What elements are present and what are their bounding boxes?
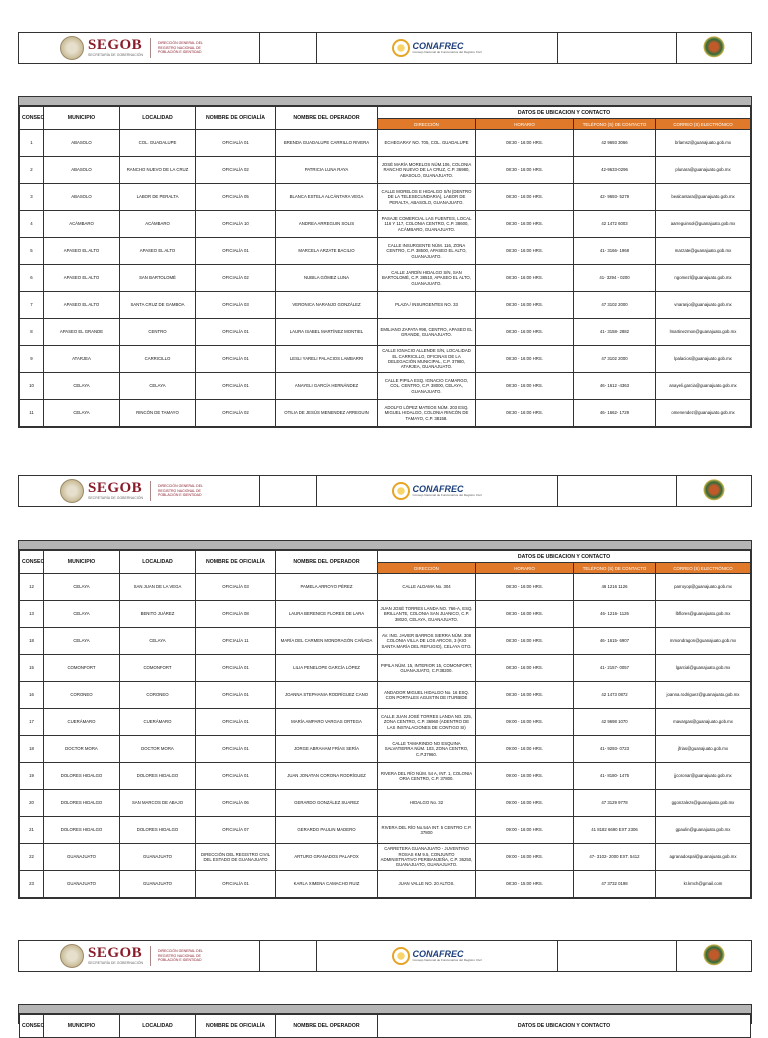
cell-horario: 08:30 - 16:00 HRS. bbox=[476, 574, 574, 601]
cell-oficialia: OFICIALÍA 01 bbox=[196, 709, 276, 736]
cell-direccion: JOSÉ MARÍA MORELOS NÚM.106, COLONIA RANCHO NUEVO DE LA CRUZ, C.P. 36980, ABASOLO, GUANAJUATO. bbox=[378, 157, 476, 184]
conafrec-wordmark: CONAFREC bbox=[412, 41, 464, 51]
cell-telefono: 46- 1216- 1126 bbox=[574, 601, 656, 628]
segob-logo bbox=[60, 944, 218, 968]
cell-telefono: 42- 9693- 5279 bbox=[574, 184, 656, 211]
table-row bbox=[20, 790, 751, 817]
segob-subtitle: SECRETARÍA DE GOBERNACIÓN bbox=[88, 53, 143, 58]
cell-localidad: CELAYA bbox=[120, 628, 196, 655]
cell-direccion: JUAN VALLE NO. 20 ALTOS. bbox=[378, 871, 476, 898]
cell-consec: 20 bbox=[20, 790, 44, 817]
table-row bbox=[20, 265, 751, 292]
cell-correo[interactable]: joanna.rodriguez@guanajuato.gob.mx bbox=[656, 682, 751, 709]
table-row bbox=[20, 130, 751, 157]
col-municipio: MUNICIPIO bbox=[44, 1015, 120, 1038]
cell-horario: 09:00 - 16:00 HRS. bbox=[476, 844, 574, 871]
col-oficialia: NOMBRE DE OFICIALÍA bbox=[196, 1015, 276, 1038]
cell-operador: LAURA ISABEL MARTÍNEZ MONTIEL bbox=[276, 319, 378, 346]
cell-correo[interactable]: plunara@guanajuato.gob.mx bbox=[656, 157, 751, 184]
cell-direccion: PLAZA / INSURGENTES NO. 33 bbox=[378, 292, 476, 319]
cell-oficialia: OFICIALÍA 02 bbox=[196, 265, 276, 292]
col-horario: HORARIO bbox=[476, 119, 574, 130]
table-row bbox=[20, 628, 751, 655]
cell-direccion: AV. ING. JAVIER BARROS SIERRA NÚM. 308 COLONIA VILLA DE LOS ARCOS, 3 (KIO SANTA MARÍA DEL REFUGIO), CELAYA GTO. bbox=[378, 628, 476, 655]
col-group-contact: DATOS DE UBICACION Y CONTACTO bbox=[378, 1015, 751, 1038]
cell-direccion: EMILIANO ZAPATA #98, CENTRO, APASEO EL GRANDE, GUANAJUATO. bbox=[378, 319, 476, 346]
cell-telefono: 47- 3102- 2000 EXT. 5412 bbox=[574, 844, 656, 871]
cell-horario: 09:00 - 16:00 HRS. bbox=[476, 736, 574, 763]
cell-municipio: ABASOLO bbox=[44, 184, 120, 211]
cell-correo[interactable]: kr.kmch@gmail.com bbox=[656, 871, 751, 898]
cell-oficialia: OFICIALÍA 01 bbox=[196, 319, 276, 346]
cell-oficialia: OFICIALÍA 01 bbox=[196, 871, 276, 898]
col-oficialia: NOMBRE DE OFICIALÍA bbox=[196, 551, 276, 574]
cell-operador: GERARDO GONZÁLEZ SUAREZ bbox=[276, 790, 378, 817]
cell-municipio: CELAYA bbox=[44, 601, 120, 628]
cell-municipio: APASEO EL GRANDE bbox=[44, 319, 120, 346]
col-operador: NOMBRE DEL OPERADOR bbox=[276, 551, 378, 574]
conafrec-emblem-icon bbox=[392, 482, 410, 500]
cell-operador: JUAN JONATAN CORONA RODRÍGUEZ bbox=[276, 763, 378, 790]
cell-direccion: PASAJE COMERCIAL LAS FUENTES, LOCAL 116 Y 117, COLONIA CENTRO, C.P. 38600, ACÁMBARO, GUANAJUATO. bbox=[378, 211, 476, 238]
cell-horario: 09:00 - 16:00 HRS. bbox=[476, 790, 574, 817]
cell-localidad: DOCTOR MORA bbox=[120, 736, 196, 763]
registry-table-page-1 bbox=[18, 96, 752, 428]
cell-correo[interactable]: ngomezl@guanajuato.gob.mx bbox=[656, 265, 751, 292]
cell-oficialia: OFICIALÍA 01 bbox=[196, 373, 276, 400]
cell-horario: 08:30 - 16:00 HRS. bbox=[476, 682, 574, 709]
cell-localidad: COL. GUADALUPE bbox=[120, 130, 196, 157]
cell-telefono: 46- 1615- 6907 bbox=[574, 628, 656, 655]
cell-localidad: BENITO JUÁREZ bbox=[120, 601, 196, 628]
cell-horario: 08:30 - 16:00 HRS. bbox=[476, 292, 574, 319]
cell-correo[interactable]: mmondragon@guanajuato.gob.mx bbox=[656, 628, 751, 655]
cell-correo[interactable]: parroyop@guanajuato.gob.mx bbox=[656, 574, 751, 601]
cell-localidad: CELAYA bbox=[120, 373, 196, 400]
header-banner bbox=[18, 940, 752, 972]
cell-municipio: CORONEO bbox=[44, 682, 120, 709]
cell-telefono: 41- 8180- 1475 bbox=[574, 763, 656, 790]
cell-operador: GERARDO PAULIN MADERO bbox=[276, 817, 378, 844]
cell-localidad: DOLORES HIDALGO bbox=[120, 817, 196, 844]
table-row bbox=[20, 373, 751, 400]
cell-horario: 08:30 - 16:00 HRS. bbox=[476, 211, 574, 238]
cell-consec: 2 bbox=[20, 157, 44, 184]
cell-telefono: 41 8182 6690 EXT 2306 bbox=[574, 817, 656, 844]
table-row bbox=[20, 574, 751, 601]
cell-consec: 7 bbox=[20, 292, 44, 319]
cell-municipio: CELAYA bbox=[44, 574, 120, 601]
cell-correo[interactable]: agranadospal@guanajuato.gob.mx bbox=[656, 844, 751, 871]
cell-municipio: ABASOLO bbox=[44, 130, 120, 157]
cell-localidad: CORONEO bbox=[120, 682, 196, 709]
cell-correo[interactable]: omenendez@guanajuato.gob.mx bbox=[656, 400, 751, 427]
cell-direccion: CALLE JUAN JOSÉ TORRES LANDA NO. 225, ZONA CENTRO, C.P. 36960 (ADENTRO DE LAS INSTALACIONES DE CONTIGO SI) bbox=[378, 709, 476, 736]
table-row bbox=[20, 682, 751, 709]
table-row bbox=[20, 319, 751, 346]
conafrec-subtitle: Consejo Nacional de Funcionarios del Registro Civil bbox=[412, 493, 482, 497]
cell-direccion: RIVERA DEL RÍO No.54A INT. 5 CENTRO C.P. 37800 bbox=[378, 817, 476, 844]
table-row bbox=[20, 844, 751, 871]
col-group-contact: DATOS DE UBICACION Y CONTACTO bbox=[378, 107, 751, 119]
cell-municipio: CELAYA bbox=[44, 400, 120, 427]
cell-consec: 18 bbox=[20, 736, 44, 763]
cell-direccion: CALLE MORELOS E HIDALGO S/N (DENTRO DE LA TELESECUNDARIA), LABOR DE PERALTA, ABASOLO, GUANAJUATO. bbox=[378, 184, 476, 211]
cell-operador: LESLI YARELI PALACIOS LAMBARRI bbox=[276, 346, 378, 373]
cell-localidad: GUANAJUATO bbox=[120, 871, 196, 898]
cell-municipio: CUERÁMARO bbox=[44, 709, 120, 736]
cell-consec: 10 bbox=[20, 373, 44, 400]
segob-description: DIRECCIÓN GENERAL DEL REGISTRO NACIONAL DE POBLACIÓN E IDENTIDAD bbox=[157, 484, 203, 498]
cell-correo[interactable]: brlamsz@guanajuato.gob.mx bbox=[656, 130, 751, 157]
cell-consec: 4 bbox=[20, 211, 44, 238]
cell-consec: 9 bbox=[20, 346, 44, 373]
cell-direccion: CALLE ALDAMA No. 304 bbox=[378, 574, 476, 601]
cell-operador: MARÍA AMPARO VARGAS ORTEGA bbox=[276, 709, 378, 736]
cell-consec: 22 bbox=[20, 844, 44, 871]
cell-telefono: 47 3732 0198 bbox=[574, 871, 656, 898]
cell-direccion: JUAN JOSÉ TORRES LANDA NO. 766-A, ESQ. BRILLANTE, COLONIA SAN JUANICO, C.P. 38020, CELAYA, GUANAJUATO. bbox=[378, 601, 476, 628]
cell-oficialia: OFICIALÍA 01 bbox=[196, 682, 276, 709]
cell-direccion: RIVERA DEL RÍO NÚM. 54 A, INT. 1, COLONIA ORIA CENTRO, C.P. 37800. bbox=[378, 763, 476, 790]
cell-consec: 8 bbox=[20, 319, 44, 346]
cell-municipio: APASEO EL ALTO bbox=[44, 292, 120, 319]
cell-oficialia: OFICIALÍA 10 bbox=[196, 211, 276, 238]
cell-correo[interactable]: vnaranjo@guanajuato.gob.mx bbox=[656, 292, 751, 319]
cell-correo[interactable]: marzate@guanajuato.gob.mx bbox=[656, 238, 751, 265]
cell-oficialia: OFICIALÍA 11 bbox=[196, 628, 276, 655]
cell-correo[interactable]: jfrias@guanajuato.gob.mx bbox=[656, 736, 751, 763]
table-row bbox=[20, 211, 751, 238]
cell-horario: 08:30 - 16:00 HRS. bbox=[476, 265, 574, 292]
cell-operador: BRENDA GUADALUPE CARRILLO RIVERA bbox=[276, 130, 378, 157]
conafrec-subtitle: Consejo Nacional de Funcionarios del Registro Civil bbox=[412, 958, 482, 962]
cell-consec: 18 bbox=[20, 628, 44, 655]
col-direccion: DIRECCIÓN bbox=[378, 563, 476, 574]
col-localidad: LOCALIDAD bbox=[120, 107, 196, 130]
cell-consec: 17 bbox=[20, 709, 44, 736]
segob-wordmark: SEGOB bbox=[88, 480, 143, 497]
cell-telefono: 46- 1612 -4363 bbox=[574, 373, 656, 400]
segob-wordmark: SEGOB bbox=[88, 945, 143, 962]
table-row bbox=[20, 817, 751, 844]
cell-horario: 08:30 - 16:00 HRS. bbox=[476, 157, 574, 184]
table-row bbox=[20, 763, 751, 790]
cell-localidad: COMONFORT bbox=[120, 655, 196, 682]
cell-telefono: 46- 1662- 1729 bbox=[574, 400, 656, 427]
cell-telefono: 42 9693 3066 bbox=[574, 130, 656, 157]
cell-operador: OTILIA DE JESÚS MENENDEZ ARREGUIN bbox=[276, 400, 378, 427]
cell-consec: 6 bbox=[20, 265, 44, 292]
cell-operador: NUBILA GÓMEZ LUNA bbox=[276, 265, 378, 292]
cell-consec: 21 bbox=[20, 817, 44, 844]
cell-direccion: CARRETERA GUANAJUATO - JUVENTINO ROSAS KM 9.5, CONJUNTO ADMINISTRATIVO PERIBANJEÑA, C.P. 36250, GUANAJUATO, GUANAJUATO. bbox=[378, 844, 476, 871]
cell-operador: MARCELA ARZATE BACILIO bbox=[276, 238, 378, 265]
col-municipio: MUNICIPIO bbox=[44, 551, 120, 574]
cell-municipio: DOLORES HIDALGO bbox=[44, 817, 120, 844]
cell-consec: 13 bbox=[20, 601, 44, 628]
col-telefono: TELÉFONO (S) DE CONTACTO bbox=[574, 119, 656, 130]
cell-oficialia: OFICIALÍA 02 bbox=[196, 157, 276, 184]
cell-horario: 08:30 - 16:00 HRS. bbox=[476, 319, 574, 346]
cell-horario: 08:30 - 16:00 HRS. bbox=[476, 238, 574, 265]
conafrec-logo bbox=[392, 947, 481, 965]
cell-localidad: ACÁMBARO bbox=[120, 211, 196, 238]
conafrec-subtitle: Consejo Nacional de Funcionarios del Registro Civil bbox=[412, 50, 482, 54]
cell-oficialia: OFICIALÍA 03 bbox=[196, 292, 276, 319]
cell-consec: 5 bbox=[20, 238, 44, 265]
cell-telefono: 42 1472 6003 bbox=[574, 211, 656, 238]
cell-direccion: CALLE JARDÍN HIDALGO S/N, SAN BARTOLOMÉ, C.P. 38510, APASEO EL ALTO, GUANAJUATO. bbox=[378, 265, 476, 292]
cell-localidad: CENTRO bbox=[120, 319, 196, 346]
cell-localidad: LABOR DE PERALTA bbox=[120, 184, 196, 211]
cell-telefono: 47 3102 2000 bbox=[574, 292, 656, 319]
col-operador: NOMBRE DEL OPERADOR bbox=[276, 1015, 378, 1038]
col-telefono: TELÉFONO (S) DE CONTACTO bbox=[574, 563, 656, 574]
col-localidad: LOCALIDAD bbox=[120, 551, 196, 574]
cell-oficialia: OFICIALÍA 02 bbox=[196, 400, 276, 427]
col-consec: CONSEC bbox=[20, 1015, 44, 1038]
col-operador: NOMBRE DEL OPERADOR bbox=[276, 107, 378, 130]
mexico-seal-icon bbox=[60, 36, 84, 60]
mexico-seal-icon bbox=[60, 479, 84, 503]
col-group-contact: DATOS DE UBICACION Y CONTACTO bbox=[378, 551, 751, 563]
cell-oficialia: OFICIALÍA 01 bbox=[196, 655, 276, 682]
table-row bbox=[20, 346, 751, 373]
cell-municipio: APASEO EL ALTO bbox=[44, 238, 120, 265]
cell-correo[interactable]: lbflores@guanajuato.gob.mx bbox=[656, 601, 751, 628]
guanajuato-crest-icon bbox=[703, 479, 725, 503]
cell-localidad: SAN JUAN DE LA VEGA bbox=[120, 574, 196, 601]
cell-consec: 23 bbox=[20, 871, 44, 898]
cell-operador: ARTURO GRANADOS PALAFOX bbox=[276, 844, 378, 871]
cell-operador: JOANNA STEPHANIA RODRÍGUEZ CANO bbox=[276, 682, 378, 709]
cell-operador: KARLA XIMENA CAMACHO RUIZ bbox=[276, 871, 378, 898]
cell-horario: 08:30 - 16:00 HRS. bbox=[476, 601, 574, 628]
cell-horario: 08:30 - 16:00 HRS. bbox=[476, 400, 574, 427]
cell-municipio: DOLORES HIDALGO bbox=[44, 790, 120, 817]
cell-oficialia: OFICIALÍA 01 bbox=[196, 736, 276, 763]
cell-telefono: 41- 9293- 0723 bbox=[574, 736, 656, 763]
cell-municipio: ATARJEA bbox=[44, 346, 120, 373]
cell-direccion: CALLE TAMARINDO NO ESQUINA SALVATIERRA NÚM. 103, ZONA CENTRO, C.P.37960. bbox=[378, 736, 476, 763]
cell-consec: 1 bbox=[20, 130, 44, 157]
segob-subtitle: SECRETARÍA DE GOBERNACIÓN bbox=[88, 961, 143, 966]
cell-telefono: 41- 2157- 0057 bbox=[574, 655, 656, 682]
cell-operador: LAURA BERENICE FLORES DE LARA bbox=[276, 601, 378, 628]
cell-municipio: GUANAJUATO bbox=[44, 844, 120, 871]
table-row bbox=[20, 184, 751, 211]
table-row bbox=[20, 400, 751, 427]
col-oficialia: NOMBRE DE OFICIALÍA bbox=[196, 107, 276, 130]
cell-municipio: CELAYA bbox=[44, 628, 120, 655]
cell-operador: JORGE ABRAHAM FRÍAS SERÍA bbox=[276, 736, 378, 763]
cell-horario: 09:00 - 16:00 HRS. bbox=[476, 709, 574, 736]
cell-telefono: 41- 3294 - 0200 bbox=[574, 265, 656, 292]
cell-localidad: DOLORES HIDALGO bbox=[120, 763, 196, 790]
guanajuato-crest-icon bbox=[703, 944, 725, 968]
cell-operador: MARÍA DEL CARMEN MONDRAGÓN CAÑADA bbox=[276, 628, 378, 655]
cell-telefono: 47 3129 9778 bbox=[574, 790, 656, 817]
cell-correo[interactable]: lgarcial@guanajuato.gob.mx bbox=[656, 655, 751, 682]
cell-localidad: GUANAJUATO bbox=[120, 844, 196, 871]
segob-wordmark: SEGOB bbox=[88, 37, 143, 54]
cell-localidad: CUERÁMARO bbox=[120, 709, 196, 736]
cell-oficialia: OFICIALÍA 05 bbox=[196, 184, 276, 211]
segob-logo bbox=[60, 479, 218, 503]
table-row bbox=[20, 709, 751, 736]
cell-oficialia: OFICIALÍA 01 bbox=[196, 346, 276, 373]
cell-municipio: COMONFORT bbox=[44, 655, 120, 682]
conafrec-logo bbox=[392, 39, 481, 57]
cell-horario: 08:30 - 16:00 HRS. bbox=[476, 628, 574, 655]
segob-description: DIRECCIÓN GENERAL DEL REGISTRO NACIONAL DE POBLACIÓN E IDENTIDAD bbox=[157, 41, 203, 55]
cell-oficialia: OFICIALÍA 01 bbox=[196, 130, 276, 157]
cell-consec: 19 bbox=[20, 763, 44, 790]
cell-telefono: 42-9633-0296 bbox=[574, 157, 656, 184]
cell-oficialia: OFICIALÍA 01 bbox=[196, 238, 276, 265]
cell-direccion: ANDADOR MIGUEL HIDALGO No. 16 ESQ. CON PORTALES AGUSTIN DE ITURBIDE bbox=[378, 682, 476, 709]
cell-localidad: SAN BARTOLOMÉ bbox=[120, 265, 196, 292]
col-direccion: DIRECCIÓN bbox=[378, 119, 476, 130]
cell-consec: 12 bbox=[20, 574, 44, 601]
col-consec: CONSEC bbox=[20, 107, 44, 130]
table-row bbox=[20, 238, 751, 265]
cell-direccion: ECHEGARAY NO. 705, COL. GUADALUPE bbox=[378, 130, 476, 157]
cell-operador: ANDREA ARREGUIN SOLIS bbox=[276, 211, 378, 238]
cell-municipio: CELAYA bbox=[44, 373, 120, 400]
col-localidad: LOCALIDAD bbox=[120, 1015, 196, 1038]
cell-operador: VERONICA NARANJO GONZÁLEZ bbox=[276, 292, 378, 319]
cell-localidad: SANTA CRUZ DE GAMBOA bbox=[120, 292, 196, 319]
cell-horario: 08:30 - 16:00 HRS. bbox=[476, 655, 574, 682]
segob-logo bbox=[60, 36, 218, 60]
cell-operador: LILIA PENELOPE GARCÍA LÓPEZ bbox=[276, 655, 378, 682]
cell-operador: PATRICIA LUNA RAYA bbox=[276, 157, 378, 184]
col-horario: HORARIO bbox=[476, 563, 574, 574]
mexico-seal-icon bbox=[60, 944, 84, 968]
cell-direccion: HIDALGO No. 32 bbox=[378, 790, 476, 817]
table-row bbox=[20, 655, 751, 682]
table-row bbox=[20, 601, 751, 628]
cell-oficialia: DIRECCIÓN DEL REGISTRO CIVIL DEL ESTADO DE GUANAJUATO bbox=[196, 844, 276, 871]
conafrec-emblem-icon bbox=[392, 39, 410, 57]
cell-consec: 16 bbox=[20, 682, 44, 709]
cell-oficialia: OFICIALÍA 01 bbox=[196, 763, 276, 790]
cell-oficialia: OFICIALÍA 08 bbox=[196, 601, 276, 628]
table-row bbox=[20, 871, 751, 898]
cell-horario: 08:30 - 16:00 HRS. bbox=[476, 346, 574, 373]
cell-municipio: GUANAJUATO bbox=[44, 871, 120, 898]
cell-telefono: 41- 3166- 1968 bbox=[574, 238, 656, 265]
cell-horario: 08:30 - 16:00 HRS. bbox=[476, 130, 574, 157]
cell-municipio: APASEO EL ALTO bbox=[44, 265, 120, 292]
cell-direccion: CALLE IGNACIO ALLENDE S/N, LOCALIDAD EL CARRICILLO, OFICINAS DE LA DELEGACIÓN MUNICIPAL, C.P. 37980, ATARJEA, GUANAJUATO. bbox=[378, 346, 476, 373]
cell-telefono: 42 9698 1070 bbox=[574, 709, 656, 736]
table-row bbox=[20, 736, 751, 763]
cell-telefono: 42 1473 0872 bbox=[574, 682, 656, 709]
table-row bbox=[20, 292, 751, 319]
cell-direccion: ADOLFO LÓPEZ MATEOS NÚM. 203 ESQ. MIGUEL HIDALGO, COLONIA RINCÓN DE TAMAYO, C.P. 38158. bbox=[378, 400, 476, 427]
cell-horario: 08:30 - 16:00 HRS. bbox=[476, 184, 574, 211]
cell-operador: ANAYELI GARCÍA HERNÁNDEZ bbox=[276, 373, 378, 400]
cell-direccion: CALLE INSURGENTE NÚM. 116, ZONA CENTRO, C.P. 38500, APASEO EL ALTO, GUANAJUATO. bbox=[378, 238, 476, 265]
cell-horario: 08:30 - 15:00 HRS. bbox=[476, 871, 574, 898]
cell-correo[interactable]: lmartinezmon@guanajuato.gob.mx bbox=[656, 319, 751, 346]
cell-municipio: DOCTOR MORA bbox=[44, 736, 120, 763]
registry-table-page-2 bbox=[18, 540, 752, 899]
cell-correo[interactable]: gpaulin@guanajuato.gob.mx bbox=[656, 817, 751, 844]
col-correo: CORREO (S) ELECTRÓNICO bbox=[656, 563, 751, 574]
cell-consec: 11 bbox=[20, 400, 44, 427]
cell-localidad: APASEO EL ALTO bbox=[120, 238, 196, 265]
conafrec-logo bbox=[392, 482, 481, 500]
cell-correo[interactable]: lpalacios@guanajuato.gob.mx bbox=[656, 346, 751, 373]
cell-localidad: RANCHO NUEVO DE LA CRUZ bbox=[120, 157, 196, 184]
cell-localidad: SAN MARCOS DE ABAJO bbox=[120, 790, 196, 817]
cell-oficialia: OFICIALÍA 03 bbox=[196, 574, 276, 601]
col-correo: CORREO (S) ELECTRÓNICO bbox=[656, 119, 751, 130]
col-consec: CONSEC bbox=[20, 551, 44, 574]
cell-direccion: CALLE PIPILA ESQ. IGNACIO CAMARGO, COL. CENTRO, C.P. 38000, CELAYA, GUANAJUATO. bbox=[378, 373, 476, 400]
cell-municipio: ABASOLO bbox=[44, 157, 120, 184]
cell-oficialia: OFICIALÍA 06 bbox=[196, 790, 276, 817]
cell-correo[interactable]: mavargas@guanajuato.gob.mx bbox=[656, 709, 751, 736]
cell-horario: 09:00 - 16:00 HRS. bbox=[476, 763, 574, 790]
cell-operador: PAMELA ARROYO PÉREZ bbox=[276, 574, 378, 601]
cell-correo[interactable]: jjcoronar@guanajuato.gob.mx bbox=[656, 763, 751, 790]
col-municipio: MUNICIPIO bbox=[44, 107, 120, 130]
cell-horario: 09:00 - 16:00 HRS. bbox=[476, 817, 574, 844]
table-row bbox=[20, 157, 751, 184]
cell-direccion: PIPILA NÚM. 15, INTERIOR 15, COMONFORT, GUANAJUATO, C.P.38200. bbox=[378, 655, 476, 682]
cell-correo[interactable]: bealcantara@guanajuato.gob.mx bbox=[656, 184, 751, 211]
header-banner bbox=[18, 475, 752, 507]
guanajuato-crest-icon bbox=[703, 36, 725, 60]
cell-correo[interactable]: ggonzalezs@guanajuato.gob.mx bbox=[656, 790, 751, 817]
cell-localidad: CARRICILLO bbox=[120, 346, 196, 373]
cell-municipio: DOLORES HIDALGO bbox=[44, 763, 120, 790]
conafrec-wordmark: CONAFREC bbox=[412, 484, 464, 494]
cell-correo[interactable]: anayeli.garcia@guanajuato.gob.mx bbox=[656, 373, 751, 400]
cell-horario: 08:30 - 16:00 HRS. bbox=[476, 373, 574, 400]
cell-consec: 15 bbox=[20, 655, 44, 682]
segob-description: DIRECCIÓN GENERAL DEL REGISTRO NACIONAL DE POBLACIÓN E IDENTIDAD bbox=[157, 949, 203, 963]
cell-consec: 3 bbox=[20, 184, 44, 211]
cell-correo[interactable]: aarreguinsol@guanajuato.gob.mx bbox=[656, 211, 751, 238]
cell-localidad: RINCÓN DE TAMAYO bbox=[120, 400, 196, 427]
cell-telefono: 41- 3158- 2882 bbox=[574, 319, 656, 346]
header-banner bbox=[18, 32, 752, 64]
segob-subtitle: SECRETARÍA DE GOBERNACIÓN bbox=[88, 496, 143, 501]
registry-table-page-3 bbox=[18, 1004, 752, 1029]
cell-oficialia: OFICIALÍA 07 bbox=[196, 817, 276, 844]
conafrec-wordmark: CONAFREC bbox=[412, 949, 464, 959]
cell-operador: BLANCA ESTELA ALCÁNTARA VEGA bbox=[276, 184, 378, 211]
conafrec-emblem-icon bbox=[392, 947, 410, 965]
cell-municipio: ACÁMBARO bbox=[44, 211, 120, 238]
cell-telefono: 46 1216 1126 bbox=[574, 574, 656, 601]
cell-telefono: 47 3102 2000 bbox=[574, 346, 656, 373]
